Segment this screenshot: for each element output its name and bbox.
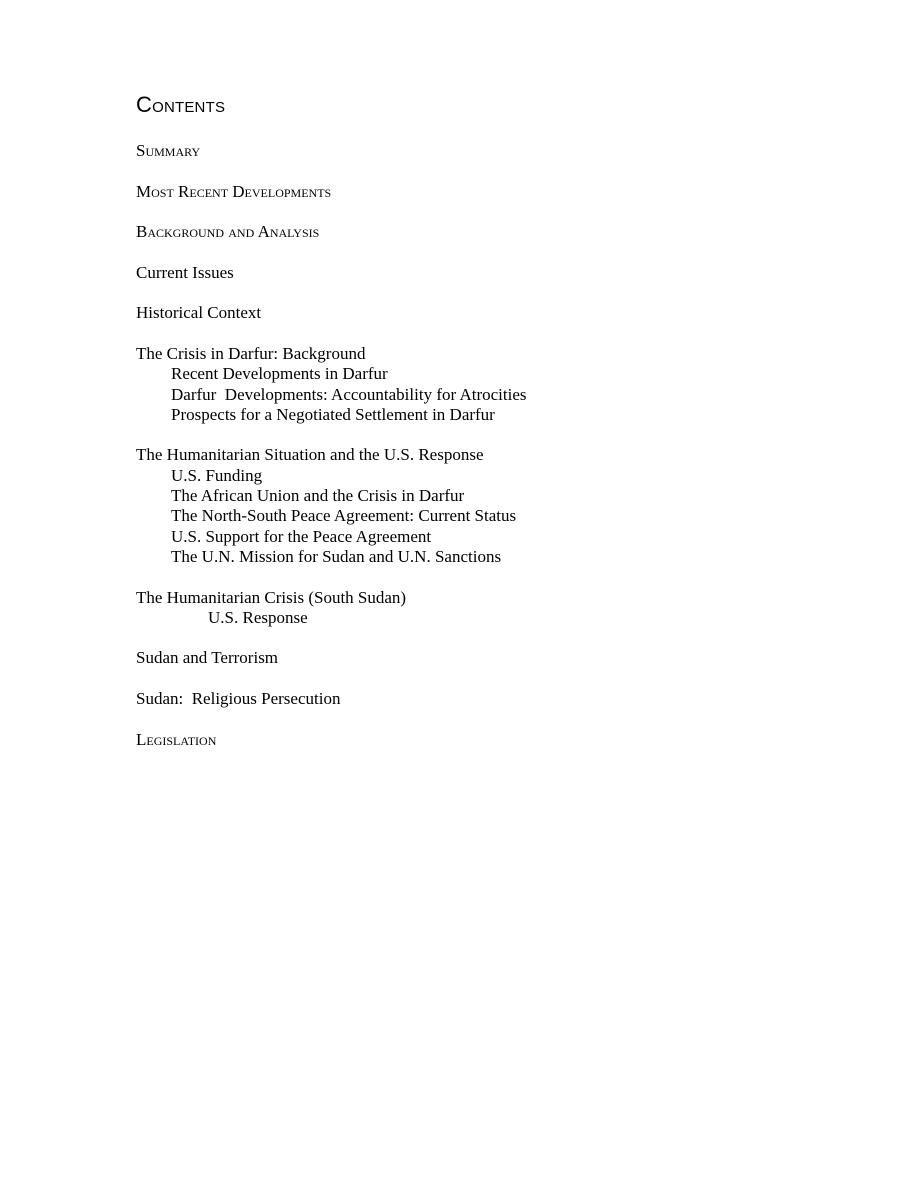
toc-subentry-us-response: U.S. Response	[208, 607, 308, 627]
toc-subentry-us-support-peace: U.S. Support for the Peace Agreement	[171, 526, 432, 546]
toc-entry-most-recent-developments: Most Recent Developments	[136, 181, 332, 201]
toc-spacer	[136, 709, 836, 729]
toc-subentry-un-mission: The U.N. Mission for Sudan and U.N. Sanctions	[171, 546, 502, 566]
toc-spacer	[136, 324, 836, 344]
toc-entry-summary: Summary	[136, 141, 201, 160]
toc-entry-religious-persecution: Sudan: Religious Persecution	[136, 689, 341, 709]
toc-spacer	[136, 669, 836, 689]
contents-heading: Contents	[136, 92, 226, 117]
toc-entry-legislation: Legislation	[136, 729, 217, 749]
toc-entry-humanitarian-crisis-south-sudan: The Humanitarian Crisis (South Sudan)	[136, 587, 407, 607]
toc-entry-background-and-analysis: Background and Analysis	[136, 222, 320, 242]
toc-spacer	[136, 283, 836, 303]
toc-spacer	[136, 161, 836, 181]
toc-spacer	[136, 567, 836, 587]
toc-entry-humanitarian-situation: The Humanitarian Situation and the U.S. Response	[136, 445, 484, 465]
toc-subentry-recent-developments-darfur: Recent Developments in Darfur	[171, 364, 388, 384]
toc-spacer	[136, 628, 836, 648]
toc-subentry-north-south-peace: The North-South Peace Agreement: Current Status	[171, 506, 517, 526]
toc-spacer	[136, 202, 836, 222]
table-of-contents	[136, 141, 836, 750]
toc-subentry-negotiated-settlement: Prospects for a Negotiated Settlement in Darfur	[171, 404, 495, 424]
toc-entry-historical-context: Historical Context	[136, 303, 262, 323]
toc-entry-current-issues: Current Issues	[136, 262, 234, 282]
toc-spacer	[136, 242, 836, 262]
toc-subentry-accountability-atrocities: Darfur Developments: Accountability for Atrocities	[171, 384, 527, 404]
toc-spacer	[136, 425, 836, 445]
toc-subentry-us-funding: U.S. Funding	[171, 465, 263, 485]
toc-entry-sudan-and-terrorism: Sudan and Terrorism	[136, 648, 279, 668]
toc-subentry-african-union: The African Union and the Crisis in Darfur	[171, 486, 465, 506]
toc-entry-crisis-in-darfur: The Crisis in Darfur: Background	[136, 343, 366, 363]
